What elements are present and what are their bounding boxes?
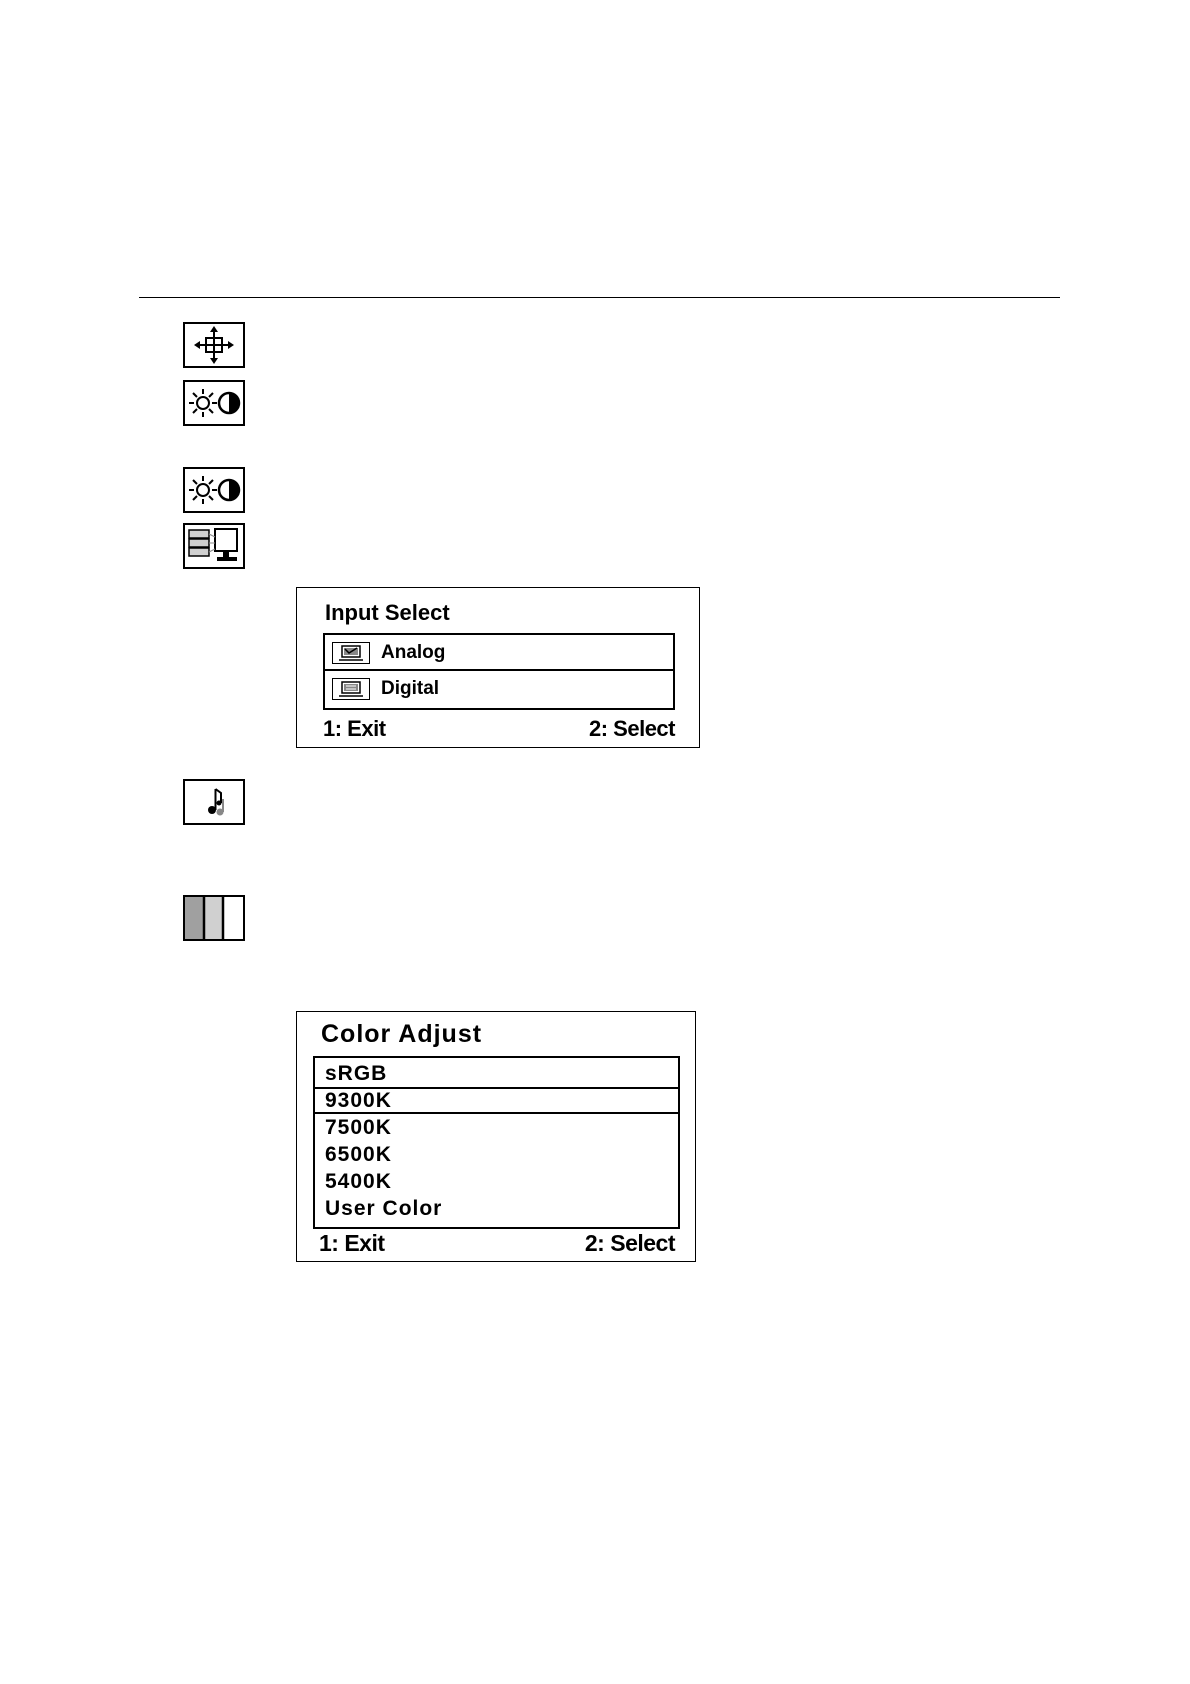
select-hint: 2: Select [584, 1230, 675, 1256]
input-option-label: Digital [381, 678, 440, 699]
color-adjust-icon[interactable] [183, 895, 245, 941]
audio-icon[interactable] [183, 779, 245, 825]
color-adjust-menu [296, 1011, 696, 1262]
exit-hint: 1: Exit [319, 1230, 385, 1256]
input-option-label: Analog [381, 642, 446, 663]
analog-input-icon [332, 642, 370, 664]
color-adjust-title: Color Adjust [321, 1020, 483, 1048]
input-select-title: Input Select [325, 600, 450, 625]
digital-input-icon [332, 678, 370, 700]
brightness-contrast-icon[interactable] [183, 467, 245, 513]
input-select-icon[interactable] [183, 523, 245, 569]
position-icon[interactable] [183, 322, 245, 368]
color-option-7500k[interactable]: 7500K [325, 1116, 392, 1139]
color-option-user-color[interactable]: User Color [325, 1197, 443, 1220]
input-option-analog[interactable] [325, 635, 673, 671]
color-adjust-list [313, 1056, 680, 1229]
select-hint: 2: Select [589, 716, 675, 741]
section-divider [139, 297, 1060, 298]
input-select-menu [296, 587, 700, 748]
input-option-digital[interactable] [325, 671, 673, 707]
brightness-contrast-icon[interactable] [183, 380, 245, 426]
exit-hint: 1: Exit [323, 716, 386, 741]
color-option-6500k[interactable]: 6500K [325, 1143, 392, 1166]
color-option-9300k[interactable]: 9300K [315, 1087, 678, 1114]
color-option-5400k[interactable]: 5400K [325, 1170, 392, 1193]
color-option-srgb[interactable]: sRGB [325, 1062, 388, 1085]
input-select-list [323, 633, 675, 710]
